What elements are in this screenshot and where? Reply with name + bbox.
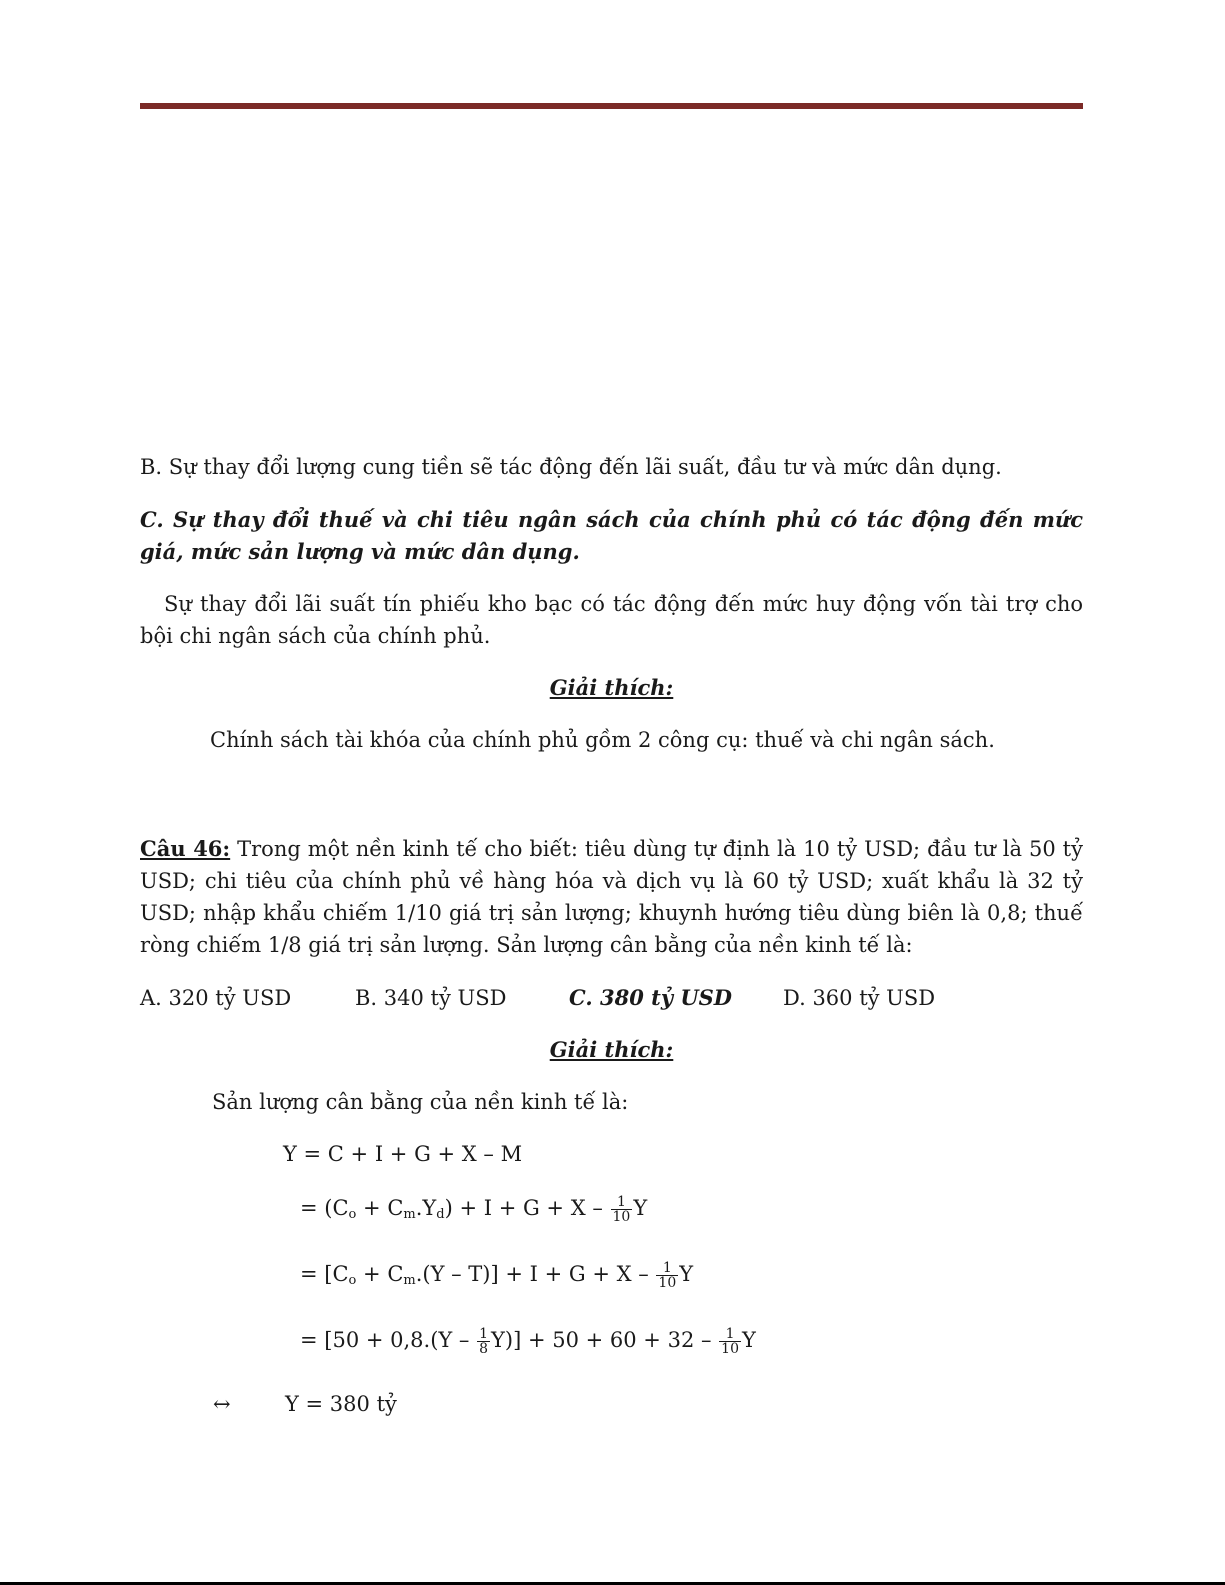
explanation-heading: Giải thích:: [549, 675, 674, 700]
question-text: Trong một nền kinh tế cho biết: tiêu dùng tự định là 10 tỷ USD; đầu tư là 50 tỷ USD; chi tiêu của chính phủ về hàng hóa và dịch vụ là 60 tỷ USD; xuất khẩu là 32 tỷ USD; nhập khẩu chiếm 1/10 giá trị sản lượng; khuynh hướng tiêu dùng biên là 0,8; thuế ròng chiếm 1/8 giá trị sản lượng. Sản lượng cân bằng của nền kinh tế là:: [140, 837, 1083, 957]
equation-4: = [50 + 0,8.(Y – $\frac{1}{8}$ Y)] + 50 + 60 + 32 – $\frac{1}{10}$ Y: [300, 1326, 756, 1357]
option-b: B. 340 tỷ USD: [355, 986, 507, 1010]
question-label: Câu 46:: [140, 836, 231, 861]
explanation-text: Chính sách tài khóa của chính phủ gồm 2 công cụ: thuế và chi ngân sách.: [210, 728, 995, 752]
question-46: [140, 833, 1083, 961]
answer-c-correct: C. Sự thay đổi thuế và chi tiêu ngân sách của chính phủ có tác động đến mức giá, mức sản lượng và mức dân dụng.: [140, 507, 1083, 564]
equation-1: Y = C + I + G + X – M: [283, 1142, 523, 1166]
explanation-46-heading: Giải thích:: [549, 1037, 674, 1062]
answer-b: B. Sự thay đổi lượng cung tiền sẽ tác động đến lãi suất, đầu tư và mức dân dụng.: [140, 455, 1002, 479]
equation-3: = $[C_o + C_m.(Y - T)] + I + G + X$ – $\frac{1}{10}$ Y: [300, 1260, 694, 1291]
fraction-1-10: $\frac{1}{10}$: [721, 1326, 739, 1357]
explanation-46-intro: Sản lượng cân bằng của nền kinh tế là:: [212, 1090, 629, 1114]
fraction-1-10: $\frac{1}{10}$: [658, 1260, 677, 1291]
option-d: D. 360 tỷ USD: [783, 986, 936, 1010]
equation-2: = $(C_o + C_m.Y_d) + I + G + X$ – $\frac{1}{10}$ Y: [300, 1194, 648, 1225]
equivalence-arrow: ↔: [213, 1392, 231, 1416]
header-rule: [140, 103, 1083, 109]
fraction-1-10: $\frac{1}{10}$: [612, 1194, 631, 1225]
fraction-1-8: $\frac{1}{8}$: [479, 1326, 489, 1357]
option-a: A. 320 tỷ USD: [140, 986, 292, 1010]
option-c-correct: C. 380 tỷ USD: [569, 985, 733, 1010]
equation-result: Y = 380 tỷ: [285, 1392, 397, 1416]
answer-d: Sự thay đổi lãi suất tín phiếu kho bạc có tác động đến mức huy động vốn tài trợ cho bội chi ngân sách của chính phủ.: [140, 592, 1083, 648]
